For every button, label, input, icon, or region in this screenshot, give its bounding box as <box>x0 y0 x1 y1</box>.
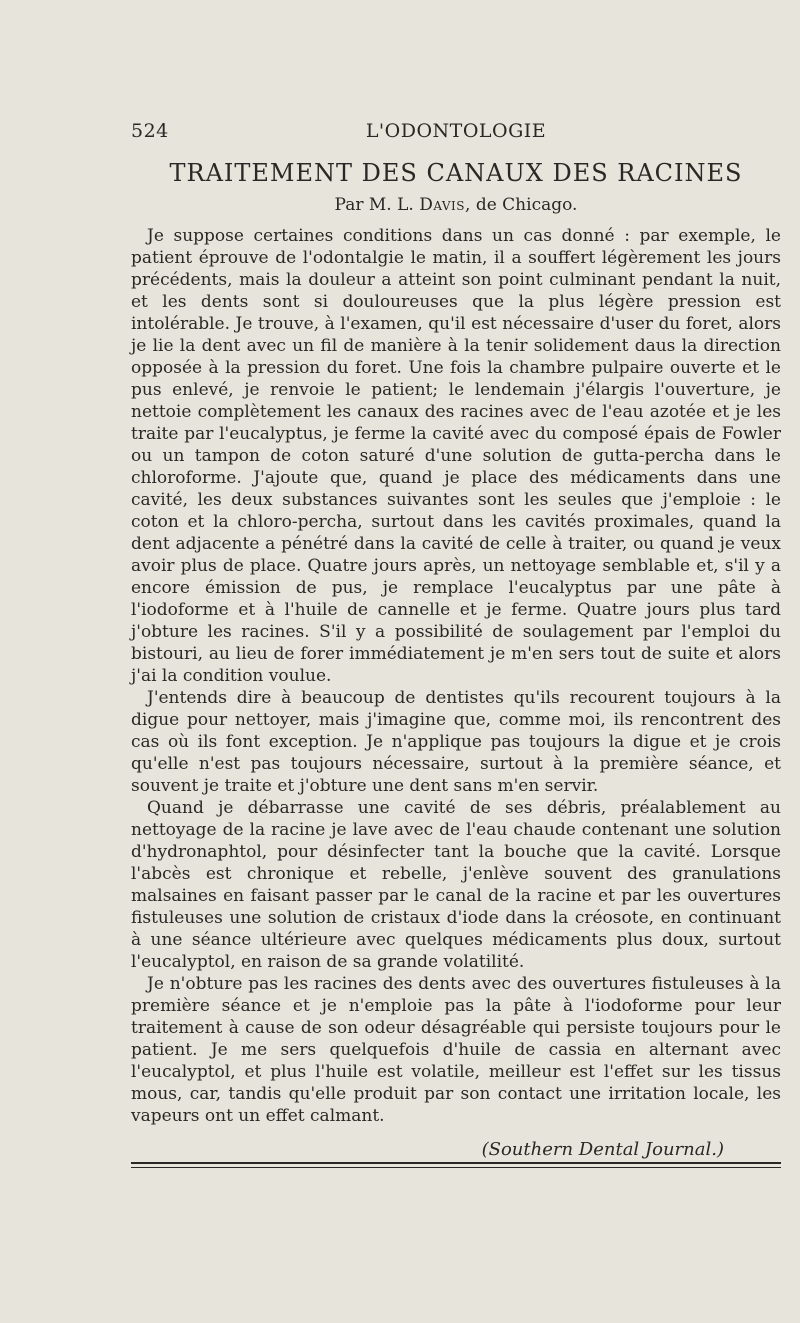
source-citation: (Southern Dental Journal.) <box>481 1139 724 1160</box>
end-rule <box>131 1162 781 1164</box>
byline-prefix: Par M. L. <box>334 195 414 215</box>
article-title: TRAITEMENT DES CANAUX DES RACINES <box>169 159 743 187</box>
paragraph-3: Quand je débarrasse une cavité de ses débris, préalablement au nettoyage de la racine je lave avec de l'eau chaude contenant une solution d'hydronaphtol, pour désinfecter tant la bouche que la cavité. Lorsque l'abcès est chronique et rebelle, j'enlève souvent des granulations malsaines en faisant passer par le canal de la racine et par les ouvertures fistuleuses une solution de cristaux d'iode dans la créosote, en continuant à une séance ultérieure avec quelques médicaments plus doux, surtout l'eucalyptol, en raison de sa grande volatilité. <box>131 798 781 972</box>
article-byline <box>131 192 781 218</box>
running-head: L'ODONTOLOGIE <box>365 120 547 142</box>
paragraph-2: J'entends dire à beaucoup de dentistes qu'ils recourent toujours à la digue pour nettoyer, mais j'imagine que, comme moi, ils rencontrent des cas où ils font exception. Je n'applique pas toujours la digue et je crois qu'elle n'est pas toujours nécessaire, surtout à la première séance, et souvent je traite et j'obture une dent sans m'en servir. <box>131 688 781 796</box>
byline-author: Davis <box>419 195 466 215</box>
paragraph-4: Je n'obture pas les racines des dents avec des ouvertures fistuleuses à la première séance et je n'emploie pas la pâte à l'iodoforme pour leur traitement à cause de son odeur désagréable qui persiste toujours pour le patient. Je me sers quelquefois d'huile de cassia en alternant avec l'eucalyptol, et plus l'huile est volatile, meilleur est l'effet sur les tissus mous, car, tandis qu'elle produit par son contact une irritation locale, les vapeurs ont un effet calmant. <box>131 974 781 1126</box>
end-rule-thin <box>131 1167 781 1168</box>
page-number: 524 <box>131 120 169 142</box>
paragraph-1: Je suppose certaines conditions dans un cas donné : par exemple, le patient éprouve de l'odontalgie le matin, il a souffert légèrement les jours précédents, mais la douleur a atteint son point culminant pendant la nuit, et les dents sont si douloureuses que la plus légère pression est intolérable. Je trouve, à l'examen, qu'il est nécessaire d'user du foret, alors je lie la dent avec un fil de manière à la tenir solidement daus la direction opposée à la pression du foret. Une fois la chambre pulpaire ouverte et le pus enlevé, je renvoie le patient; le lendemain j'élargis l'ouverture, je nettoie complètement les canaux des racines avec de l'eau azotée et je les traite par l'eucalyptus, je ferme la cavité avec du composé épais de Fowler ou un tampon de coton saturé d'une solution de gutta-percha dans le chloroforme. J'ajoute que, quand je place des médicaments dans une cavité, les deux substances suivantes sont les seules que j'emploie : le coton et la chloro-percha, surtout dans les cavités proximales, quand la dent adjacente a pénétré dans la cavité de celle à traiter, ou quand je veux avoir plus de place. Quatre jours après, un nettoyage semblable et, s'il y a encore émission de pus, je remplace l'eucalyptus par une pâte à l'iodoforme et à l'huile de cannelle et je ferme. Quatre jours plus tard j'obture les racines. S'il y a possibilité de soulagement par l'emploi du bistouri, au lieu de forer immédiatement je m'en sers tout de suite et alors j'ai la condition voulue. <box>131 226 781 686</box>
page-header <box>131 120 781 146</box>
byline-suffix: , de Chicago. <box>465 195 578 215</box>
article-body <box>131 225 781 1127</box>
